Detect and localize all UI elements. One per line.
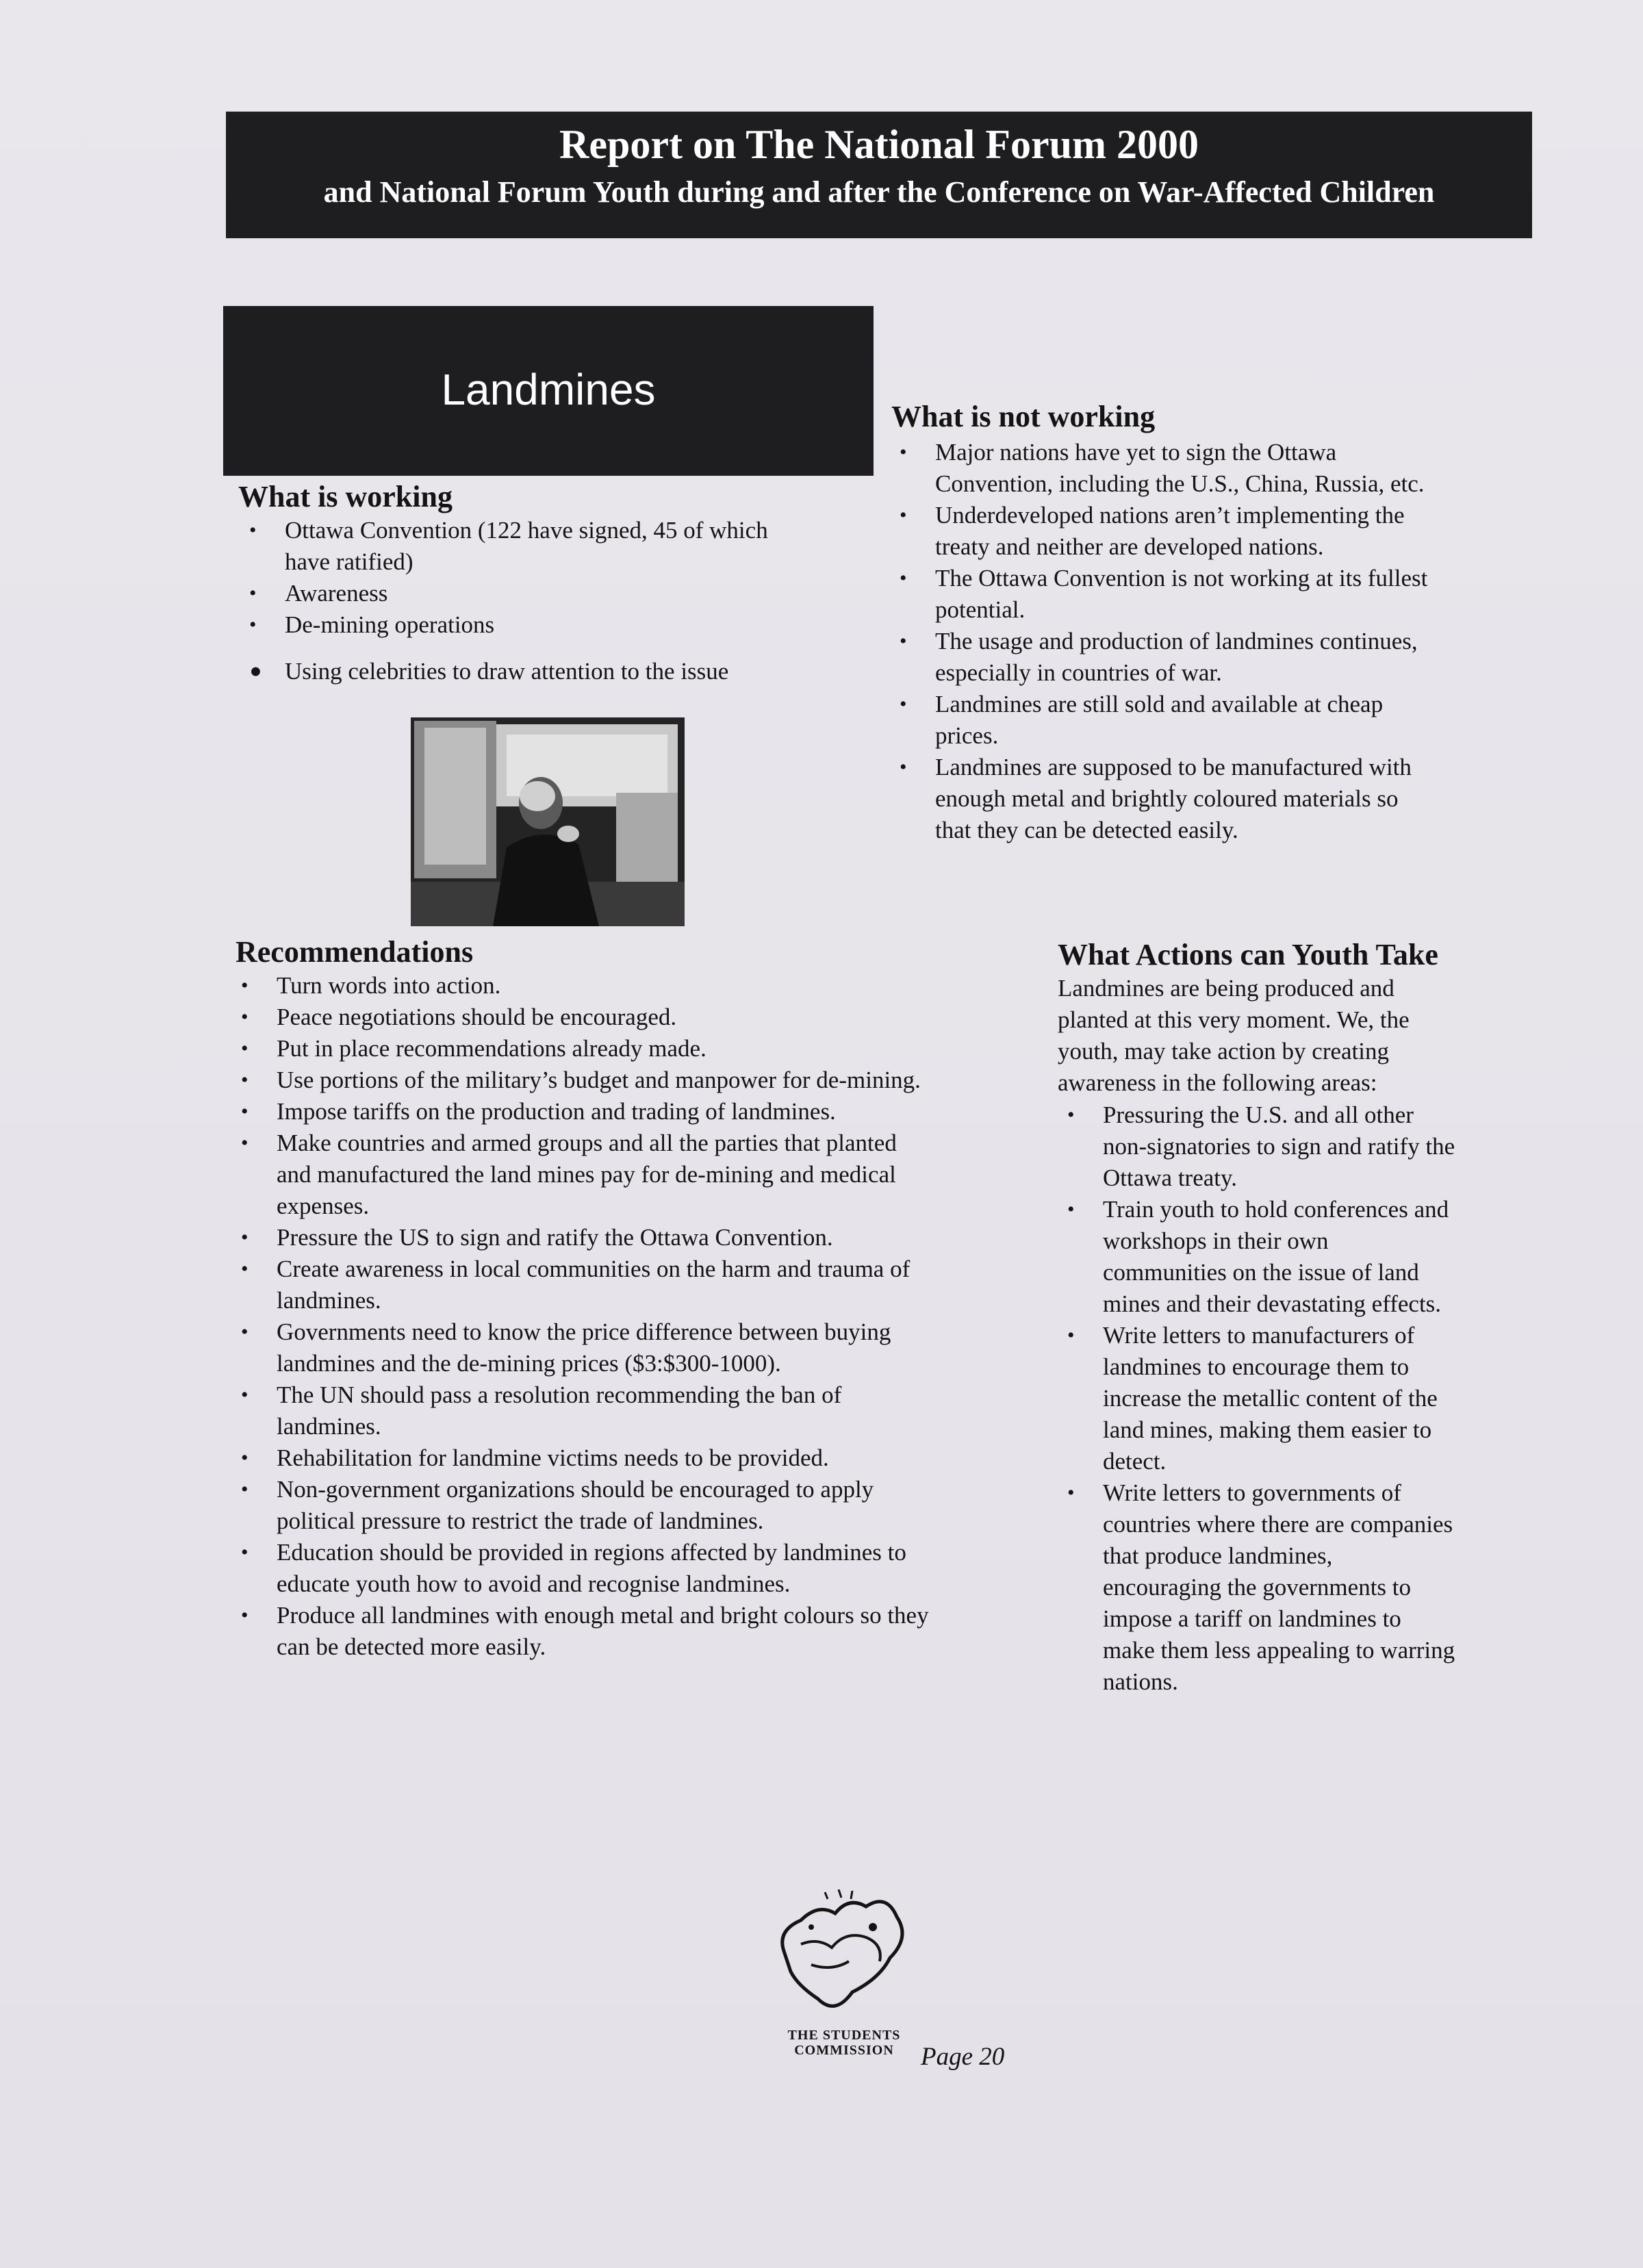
page-number: Page 20 bbox=[921, 2043, 1005, 2071]
bullet-icon: • bbox=[900, 504, 907, 526]
working-heading: What is working bbox=[238, 480, 453, 513]
list-item: • Produce all landmines with enough metal and bright colours so they can be detected more easily. bbox=[231, 1600, 1053, 1663]
students-commission-logo bbox=[770, 1889, 914, 2026]
bullet-icon: • bbox=[241, 1069, 249, 1091]
list-item: • Underdeveloped nations aren’t implementing the treaty and neither are developed nations. bbox=[890, 500, 1520, 563]
bullet-icon: • bbox=[241, 1321, 249, 1343]
bullet-icon: • bbox=[241, 1478, 249, 1501]
list-item: • Create awareness in local communities on the harm and trauma of landmines. bbox=[231, 1253, 1053, 1316]
report-title: Report on The National Forum 2000 bbox=[559, 122, 1199, 167]
list-item: • Write letters to manufacturers of landmines to encourage them to increase the metallic content of the land mines, making them easier to detect. bbox=[1058, 1320, 1523, 1477]
list-item: • Write letters to governments of countries where there are companies that produce landmines, encouraging the governments to impose a tariff on landmines to make them less appealing to warring nations. bbox=[1058, 1477, 1523, 1698]
celebrity-photo bbox=[411, 717, 685, 926]
report-header-banner bbox=[226, 112, 1532, 238]
list-item: • Landmines are still sold and available at cheap prices. bbox=[890, 689, 1520, 752]
list-item: • Non-government organizations should be encouraged to apply political pressure to restrict the trade of landmines. bbox=[231, 1474, 1053, 1537]
bullet-icon: • bbox=[900, 567, 907, 589]
list-item: • The Ottawa Convention is not working at its fullest potential. bbox=[890, 563, 1520, 626]
list-item: • Governments need to know the price difference between buying landmines and the de-mining prices ($3:$300-1000). bbox=[231, 1316, 1053, 1379]
bullet-icon: • bbox=[1067, 1481, 1075, 1504]
list-item: • Turn words into action. bbox=[231, 970, 1053, 1002]
list-item: • Pressure the US to sign and ratify the Ottawa Convention. bbox=[231, 1222, 1053, 1253]
youth-list bbox=[1058, 1099, 1523, 1698]
bullet-icon: • bbox=[1067, 1198, 1075, 1221]
list-item: • Impose tariffs on the production and trading of landmines. bbox=[231, 1096, 1053, 1127]
bullet-icon: • bbox=[241, 1258, 249, 1280]
report-subtitle: and National Forum Youth during and after the Conference on War-Affected Children bbox=[323, 175, 1435, 209]
youth-intro: Landmines are being produced and planted at this very moment. We, the youth, may take action by creating awareness in the following areas: bbox=[1058, 975, 1410, 1096]
list-item: • Education should be provided in regions affected by landmines to educate youth how to avoid and recognise landmines. bbox=[231, 1537, 1053, 1600]
bullet-icon: • bbox=[900, 441, 907, 463]
list-item: • Landmines are supposed to be manufactured with enough metal and brightly coloured materials so that they can be detected easily. bbox=[890, 752, 1520, 846]
section-banner bbox=[223, 306, 874, 476]
list-item: • Train youth to hold conferences and workshops in their own communities on the issue of land mines and their devastating effects. bbox=[1058, 1194, 1523, 1320]
bullet-icon: • bbox=[241, 1037, 249, 1060]
bullet-icon: • bbox=[249, 519, 257, 541]
bullet-icon: • bbox=[900, 693, 907, 715]
bullet-icon: • bbox=[1067, 1324, 1075, 1347]
bullet-icon: • bbox=[241, 1100, 249, 1123]
bullet-icon: • bbox=[900, 756, 907, 778]
list-item: have ratified) bbox=[285, 548, 413, 575]
bullet-icon: • bbox=[249, 613, 257, 636]
bullet-icon: • bbox=[1067, 1104, 1075, 1126]
recommendations-list bbox=[231, 970, 1053, 1663]
bullet-icon: • bbox=[241, 1384, 249, 1406]
youth-heading: What Actions can Youth Take bbox=[1058, 938, 1438, 971]
bullet-icon: • bbox=[249, 582, 257, 604]
not-working-list bbox=[890, 437, 1520, 846]
logo-caption: THE STUDENTS COMMISSION bbox=[787, 2028, 901, 2058]
list-item: • Rehabilitation for landmine victims needs to be provided. bbox=[231, 1442, 1053, 1474]
list-item: • The UN should pass a resolution recommending the ban of landmines. bbox=[231, 1379, 1053, 1442]
list-item: • Put in place recommendations already made. bbox=[231, 1033, 1053, 1065]
list-item: • Ottawa Convention (122 have signed, 45 of which bbox=[240, 515, 890, 546]
list-item: • Pressuring the U.S. and all other non-signatories to sign and ratify the Ottawa treaty. bbox=[1058, 1099, 1523, 1194]
list-item: • The usage and production of landmines continues, especially in countries of war. bbox=[890, 626, 1520, 689]
section-title: Landmines bbox=[441, 365, 656, 414]
list-item: • Make countries and armed groups and all the parties that planted and manufactured the land mines pay for de-mining and medical expenses. bbox=[231, 1127, 1053, 1222]
bullet-icon: • bbox=[241, 974, 249, 997]
list-item: • De-mining operations bbox=[240, 609, 890, 641]
recommendations-heading: Recommendations bbox=[235, 935, 474, 969]
list-item: • Use portions of the military’s budget and manpower for de-mining. bbox=[231, 1065, 1053, 1096]
not-working-heading: What is not working bbox=[891, 400, 1156, 433]
bullet-icon: • bbox=[241, 1006, 249, 1028]
bullet-icon: • bbox=[900, 630, 907, 652]
list-item: • Using celebrities to draw attention to the issue bbox=[249, 651, 729, 692]
list-item: • Peace negotiations should be encouraged. bbox=[231, 1002, 1053, 1033]
bullet-icon: • bbox=[241, 1541, 249, 1564]
list-item: • Major nations have yet to sign the Ottawa Convention, including the U.S., China, Russia, etc. bbox=[890, 437, 1520, 500]
bullet-icon: • bbox=[241, 1447, 249, 1469]
bullet-icon: • bbox=[241, 1604, 249, 1627]
bullet-icon: • bbox=[241, 1132, 249, 1154]
list-item: • Awareness bbox=[240, 578, 890, 609]
bullet-icon: • bbox=[241, 1226, 249, 1249]
working-list bbox=[240, 515, 890, 692]
bullet-icon: • bbox=[249, 651, 262, 692]
